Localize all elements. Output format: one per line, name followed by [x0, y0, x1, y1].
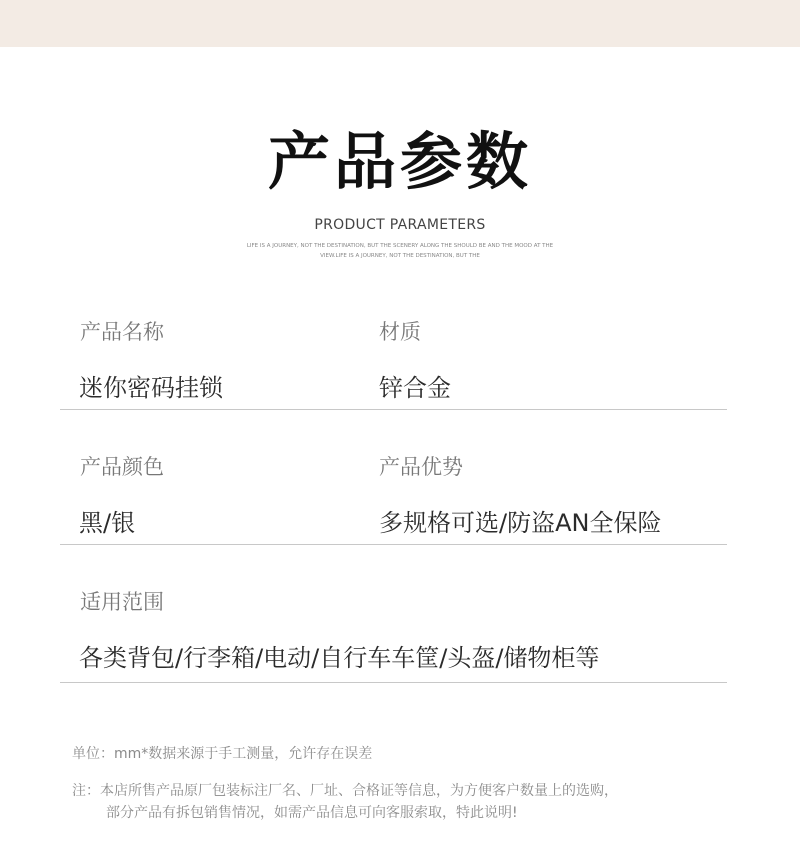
product-advantage-label: 产品优势	[379, 455, 463, 479]
usage-label: 适用范围	[80, 590, 164, 614]
product-color-value: 黑/银	[79, 509, 136, 537]
page-title: 产品参数	[267, 125, 532, 198]
page-subtitle: PRODUCT PARAMETERS	[314, 217, 486, 233]
usage-value: 各类背包/行李箱/电动/自行车车筐/头盔/储物柜等	[79, 644, 600, 672]
unit-note: 单位：mm*数据来源于手工测量，允许存在误差	[72, 746, 373, 762]
param-row-1	[60, 300, 727, 410]
param-row-3	[60, 544, 727, 683]
disclaimer-line-1: 注：本店所售产品原厂包装标注厂名、厂址、合格证等信息，为方便客户数量上的选购，	[72, 783, 618, 799]
product-advantage-value: 多规格可选/防盗AN全保险	[379, 509, 662, 537]
product-name-value: 迷你密码挂锁	[79, 374, 223, 402]
material-label: 材质	[379, 320, 421, 344]
tagline-line-1: LIFE IS A JOURNEY, NOT THE DESTINATION, BUT THE SCENERY ALONG THE SHOULD BE AND THE MOOD AT THE	[246, 243, 554, 249]
material-value: 锌合金	[379, 374, 451, 402]
param-row-2	[60, 409, 727, 545]
product-color-label: 产品颜色	[80, 455, 164, 479]
top-band	[0, 0, 800, 47]
disclaimer-line-2: 部分产品有拆包销售情况，如需产品信息可向客服索取，特此说明!	[106, 805, 518, 821]
tagline-line-2: VIEW.LIFE IS A JOURNEY, NOT THE DESTINATION, BUT THE	[320, 253, 480, 259]
product-name-label: 产品名称	[80, 320, 164, 344]
tagline	[0, 241, 800, 261]
